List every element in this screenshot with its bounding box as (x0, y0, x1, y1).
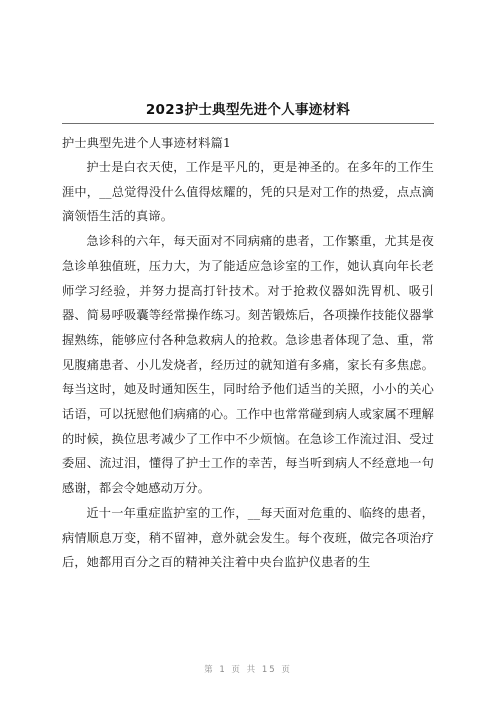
paragraph-2: 急诊科的六年，每天面对不同病痛的患者，工作繁重，尤其是夜急诊单独值班，压力大，为了能适应急诊室的工作，她认真向年长老师学习经验，并努力提高打针技术。对于抢救仪器如洗胃机、吸引器、简易呼吸囊等经常操作练习。刻苦锻炼后，各项操作技能仪器掌握熟练，能够应付各种急救病人的抢救。急诊患者体现了急、重，常见腹痛患者、小儿发烧者，经历过的就知道有多痛，家长有多焦虑。每当这时，她及时通知医生，同时给予他们适当的关照，小小的关心话语，可以抚慰他们病痛的心。工作中也常常碰到病人或家属不理解的时候，换位思考减少了工作中不少烦恼。在急诊工作流过泪、受过委屈、流过泪，懂得了护士工作的幸苦，每当听到病人不经意地一句感谢，都会令她感动万分。 (62, 234, 434, 496)
paragraph-1: 护士是白衣天使，工作是平凡的，更是神圣的。在多年的工作生涯中，__总觉得没什么值得炫耀的，凭的只是对工作的热爱，点点滴滴领悟生活的真谛。 (62, 160, 434, 224)
document-title: 2023护士典型先进个人事迹材料 (145, 102, 351, 118)
paragraph-3: 近十一年重症监护室的工作，__每天面对危重的、临终的患者，病情顺息万变，稍不留神，意外就会发生。每个夜班，做完各项治疗后，她都用百分之百的精神关注着中央台监护仪患者的生 (62, 505, 434, 570)
page-number-label: 第 1 页 共 15 页 (204, 665, 292, 675)
section-heading: 护士典型先进个人事迹材料篇1 (62, 136, 231, 150)
page-footer (0, 663, 496, 675)
document-body (62, 131, 434, 575)
title-divider (62, 123, 434, 124)
